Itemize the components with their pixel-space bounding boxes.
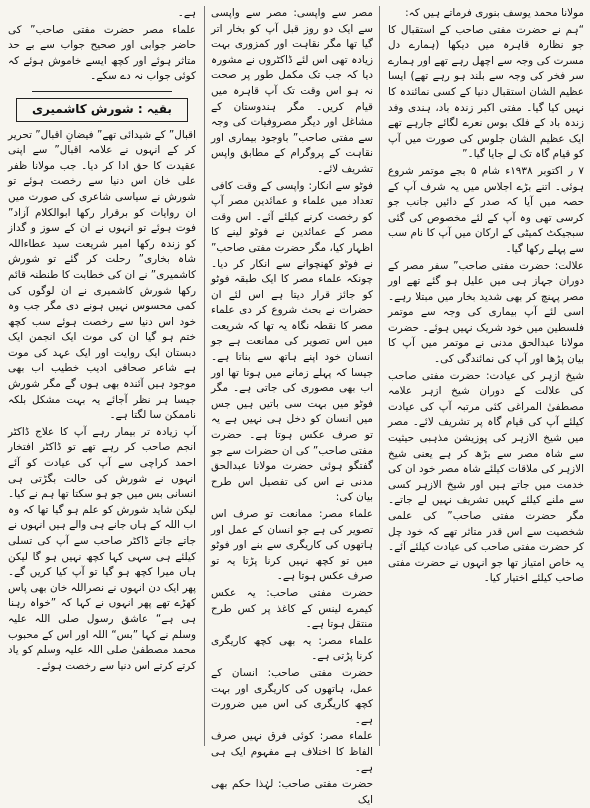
paragraph: ۷ ر اکتوبر ۱۹۳۸ء شام ۵ بجے موتمر شروع ہوئی۔ اتنے بڑے اجلاس میں یہ شرف آپ کے حصہ میں آیا کہ صدر کے دائیں جانب جو کرسی تھی وہ آپ کے لئے مخصوص کی گئی سبجیکٹ کمیٹی کے ارکان میں آپ کا نام سب سے پہلے رکھا گیا۔ <box>388 164 584 255</box>
paragraph: علماء مصر: یہ بھی کچھ کاریگری کرنا پڑتی ہے۔ <box>211 634 373 663</box>
paragraph: حضرت مفتی صاحب: لہٰذا حکم بھی ایک <box>211 778 373 806</box>
paragraph: اقبال” کے شیدائی تھے” فیضانِ اقبال” تحریر کر کے انہوں نے علامہ اقبال” سے اپنی عقیدت کا حق ادا کر دیا۔ جب مولانا ظفر علی خان اس دنیا سے رخصت ہوئے تو شورش نے سیاسی شاعری کی صورت میں ان روایات کو برقرار رکھا ابوالکلام آزاد” فوت ہوئے تو انہوں نے ان کے سوز و گداز کو زندہ رکھا امیر شریعت سید عطاءاللہ شاہ بخاری” رحلت کر گئے تو شورش کاشمیری” نے ان کی خطابت کا طنطنہ قائم رکھا شورش کاشمیری نے ان لوگوں کی کمی محسوس نہیں ہونے دی مگر جب وہ خود اس دنیا سے رخصت ہوئے سب کچھ ختم ہو گیا ان کی موت ایک انجمن ایک دبستان ایک روایت اور ایک عہد کی موت ہے شاعر صحافی ادیب خطیب اب بھی موجود ہیں آئندہ بھی ہوں گے مگر شورش جیسا ہر نظر آجائے یہ بہت مشکل بلکہ ناممکن سا لگتا ہے۔ <box>8 128 196 422</box>
paragraph: حضرت مفتی صاحب: انسان کے عمل، ہاتھوں کی کاریگری اور بہت کچھ کاریگری کی اس میں ضرورت ہے۔ <box>211 666 373 726</box>
paragraph: علالت: حضرت مفتی صاحب” سفر مصر کے دوران جہاز ہی میں علیل ہو گئے تھے اور مصر پہنچ کر بھی شدید بخار میں مبتلا رہے۔ اسی لئے آپ بیماری کی وجہ سے موتمر فلسطین میں خود شریک نہیں ہوئے۔ حضرت مولانا عبدالحق مدنی نے موتمر میں آپ کا بیان پڑھا اور آپ کی نمائندگی کی۔ <box>388 259 584 366</box>
column-left <box>8 6 196 746</box>
paragraph: “ہم نے حضرت مفتی صاحب کے استقبال کا جو نظارہ قاہرہ میں دیکھا (ہمارے دل مسرت کی وجہ سے اچھل رہے تھے اور ہمارے سر فخر کی وجہ سے بلند ہو رہے تھے) ایسا عظیم الشان استقبال دنیا کے کسی نمائندہ کا نہیں کیا گیا۔ مفتی اکبر زندہ باد، ہندی وفد زندہ باد کے فلک بوس نعرے لگائے جارہے تھے ایک عظیم الشان جلوس کی صورت میں آپ کو قیام گاہ تک لے جایا گیا۔” <box>388 23 584 161</box>
section-title: بقیہ : شورش کاشمیری <box>16 98 188 122</box>
paragraph: شیخ ازہر کی عیادت: حضرت مفتی صاحب کی علالت کے دوران شیخ ازہر علامہ مصطفیٰ المراغی کئی مرتبہ آپ کی عیادت کیلئے آپ کی قیام گاہ پر تشریف لائے۔ مصر میں شیخ الازہر کی پوزیشن مذہبی حیثیت سے شاہ مصر سے بڑھ کر ہے یعنی شیخ الازہر کی ملاقات کیلئے شاہ مصر خود ان کی خدمت میں جاتے ہیں اور شیخ الازہر کسی سے ملنے کیلئے کہیں تشریف نہیں لے جاتے۔ مگر حضرت مفتی صاحب” کی علمی شخصیت سے اس قدر متاثر تھے کہ خود چل کر حضرت مفتی صاحب کی عیادت کیلئے آئے۔ یہ خاص امتیاز تھا جو انہوں نے حضرت مفتی صاحب کیلئے اختیار کیا۔ <box>388 369 584 585</box>
paragraph: حضرت مفتی صاحب: یہ عکس کیمرے لینس کے کاغذ پر کس طرح منتقل ہوتا ہے۔ <box>211 586 373 631</box>
paragraph: علماء مصر حضرت مفتی صاحب” کی حاضر جوابی اور صحیح جواب سے بے حد متاثر ہوئے اور کچھ ایسے خاموش ہوئے کہ کوئی جواب نہ دے سکے۔ <box>8 23 196 83</box>
paragraph: ہے۔ <box>177 7 196 19</box>
paragraph: مولانا محمد یوسف بنوری فرماتے ہیں کہ: <box>405 7 584 19</box>
column-middle <box>204 6 380 806</box>
paragraph: آپ زیادہ تر بیمار رہے آپ کا علاج ڈاکٹر انجم صاحب کر رہے تھے تو ڈاکٹر افتخار احمد کراچی سے آپ کی عیادت کو آئے انہوں نے شورش کی حالت بگڑتی ہی انسانی بس میں جو ہو سکتا تھا ہم نے کیا۔ لیکن شاید شورش کو علم ہو گیا تھا کہ وہ اب اللہ کے ہاں جانے ہی والے ہیں انہوں نے جاتے جاتے ڈاکٹر صاحب سے آپ کی تسلی کیلئے ہی سہی کہا کچھ نہیں ہو گا لیکن ہاں میرا کچھ ہو گیا تو آپ کیا کریں گے۔ پھر ایک دن انہوں نے نصراللہ خان بھی پاس کھڑے تھے پھر انہوں نے کہا کہ ”خواہ رہنا ہی ہے“ عاشق رسول صلی اللہ علیہ وسلم نے کہا ”بس“ اللہ اور اس کے محبوب محمد مصطفیٰ صلی اللہ علیہ وسلم کو یاد کرتے کرتے اس دنیا سے رخصت ہوئے۔ <box>8 425 196 672</box>
divider <box>32 91 172 92</box>
paragraph: علماء مصر: ممانعت تو صرف اس تصویر کی ہے جو انسان کے عمل اور ہاتھوں کی کاریگری سے بنے اور فوٹو میں تو کچھ نہیں کرنا پڑتا یہ تو صرف عکس ہوتا ہے۔ <box>211 508 373 583</box>
paragraph: مصر سے واپسی: مصر سے واپسی سے ایک دو روز قبل آپ کو بخار اتر گیا تھا مگر نقاہت اور کمزوری بہت زیادہ تھی اس لئے ڈاکٹروں نے مشورہ دیا کہ جب تک مکمل طور پر صحت نہ ہو اس وقت تک آپ قاہرہ میں قیام کریں۔ مگر ہندوستان کے مشاغل اور دیگر مصروفیات کی وجہ سے مفتی صاحب” باوجود بیماری اور نقاہت کے پروگرام کے مطابق واپس تشریف لائے۔ <box>211 7 373 175</box>
column-container <box>6 6 584 806</box>
column-right <box>388 6 584 746</box>
paragraph: فوٹو سے انکار: واپسی کے وقت کافی تعداد میں علماء و عمائدین مصر آپ کو رخصت کرنے کیلئے آئے۔ اس وقت مصر کے عمائدین نے فوٹو لینے کا اظہار کیا، مگر حضرت مفتی صاحب” نے فوٹو کھنچوانے سے انکار کر دیا۔ چونکہ علماء مصر کا ایک طبقہ فوٹو کو جائز قرار دیتا ہے اس لئے ان حضرات نے بحث شروع کر دی علماء مصر کا نقطہ نگاہ یہ تھا کہ شریعت میں اس تصویر کی ممانعت ہے جو انسان خود اپنے ہاتھ سے بناتا ہے۔ جیسا کہ پہلے زمانے میں ہوتا تھا اور اب بھی مصوری کی جاتی ہے۔ مگر فوٹو میں بہت سی باتیں ہیں جس میں انسان کو دخل ہی نہیں ہے یہ تو صرف عکس ہوتا ہے۔ حضرت مفتی صاحب” کی ان حضرات سے جو گفتگو ہوئی حضرت مولانا عبدالحق مدنی نے اس کی تفصیل اس طرح بیان کی: <box>211 179 373 504</box>
paragraph: علماء مصر: کوئی فرق نہیں صرف الفاظ کا اختلاف ہے مفہوم ایک ہی ہے۔ <box>211 730 373 774</box>
